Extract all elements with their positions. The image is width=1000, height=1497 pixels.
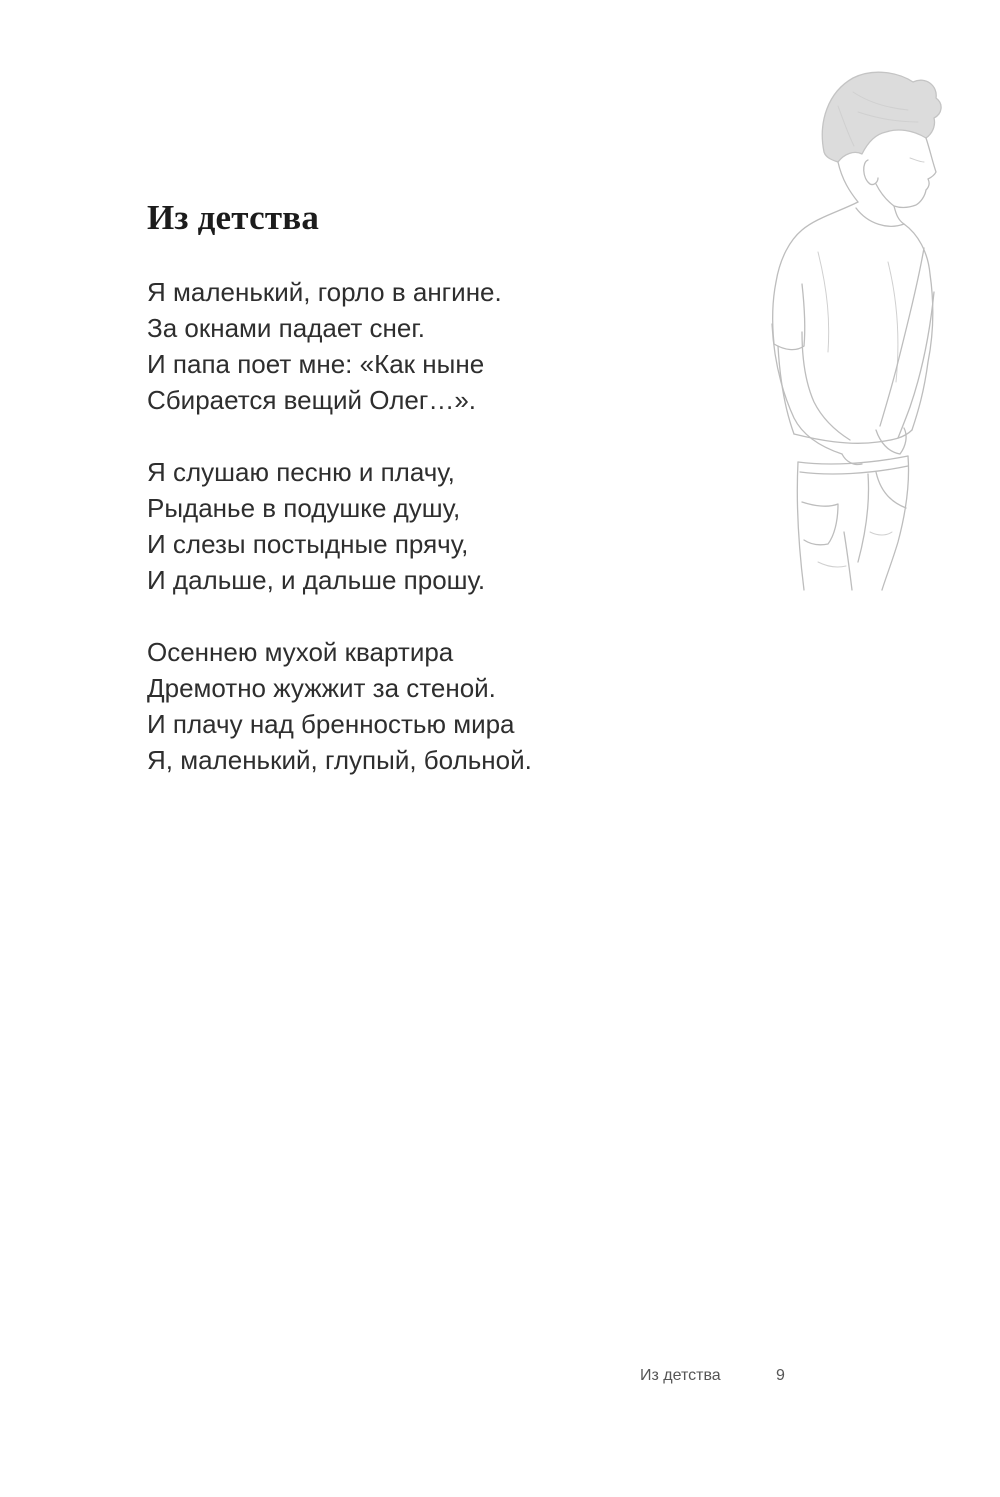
poem-body <box>147 274 717 814</box>
poem-line: Сбирается вещий Олег…». <box>147 385 476 415</box>
jeans <box>797 456 908 590</box>
poem-line: За окнами падает снег. <box>147 313 425 343</box>
poem-line: Я маленький, горло в ангине. <box>147 277 502 307</box>
poem-line: И плачу над бренностью мира <box>147 709 515 739</box>
poem-line: И слезы постыдные прячу, <box>147 529 469 559</box>
hair <box>822 72 941 162</box>
poem-line: Я слушаю песню и плачу, <box>147 457 455 487</box>
poem-line: Осеннею мухой квартира <box>147 637 454 667</box>
running-head: Из детства <box>640 1367 721 1384</box>
poem-line: И дальше, и дальше прошу. <box>147 565 486 595</box>
poem-line: Я, маленький, глупый, больной. <box>147 745 532 775</box>
poem-line: И папа поет мне: «Как ныне <box>147 349 485 379</box>
stanza-2 <box>147 454 717 598</box>
stanza-3 <box>147 634 717 778</box>
poem-line: Рыданье в подушке душу, <box>147 493 461 523</box>
t-shirt <box>773 202 933 443</box>
young-man-sketch-icon <box>758 62 950 592</box>
poem-title: Из детства <box>147 198 320 237</box>
poem-line: Дремотно жужжит за стеной. <box>147 673 496 703</box>
stanza-1 <box>147 274 717 418</box>
page-number: 9 <box>776 1367 785 1384</box>
